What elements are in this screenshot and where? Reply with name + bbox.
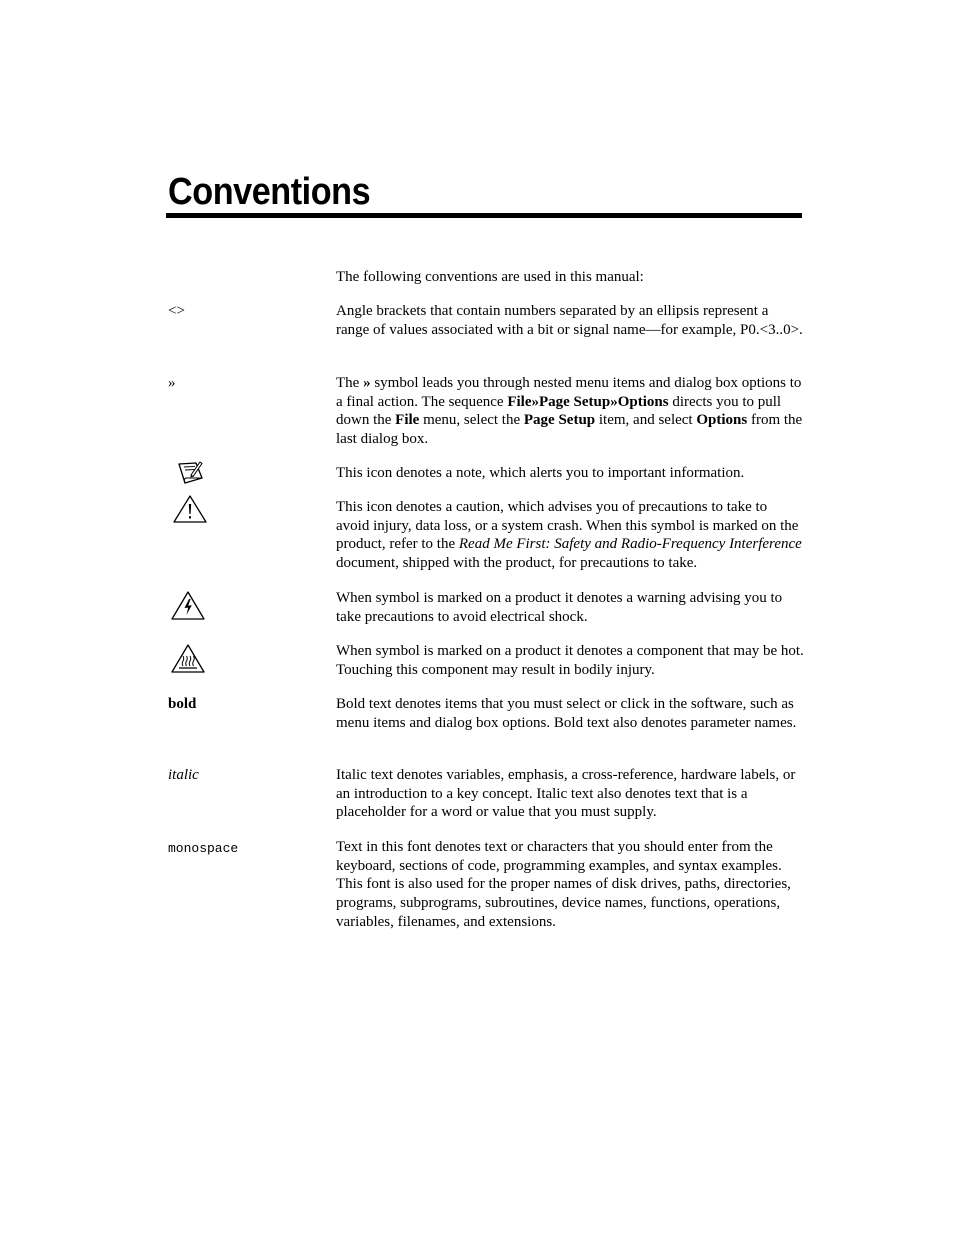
term-bold: bold xyxy=(168,696,197,712)
desc-italic: Italic text denotes variables, emphasis, a cross-reference, hardware labels, or an introduction to a key concept. Italic text also denotes text that is a placeholder for a word or value that you must supply. xyxy=(336,767,796,821)
desc-note: This icon denotes a note, which alerts you to important information. xyxy=(336,465,745,481)
desc-caution: This icon denotes a caution, which advises you of precautions to take to avoid injury, data loss, or a system crash. When this symbol is marked on the product, refer to the Read Me First: Safety and Radio-Frequency Interference document, shipped with the product, for precautions to take. xyxy=(336,499,802,572)
menu-symbol-bold: » xyxy=(363,375,371,391)
intro-text: The following conventions are used in this manual: xyxy=(336,269,644,285)
menu-file: File xyxy=(395,412,420,429)
term-italic: italic xyxy=(168,767,199,783)
desc-hot-surface: When symbol is marked on a product it denotes a component that may be hot. Touching this component may result in bodily injury. xyxy=(336,643,804,678)
menu-page-setup: Page Setup xyxy=(523,412,596,429)
desc-bold: Bold text denotes items that you must select or click in the software, such as menu items and dialog box options. Bold text also denotes parameter names. xyxy=(336,696,797,731)
menu-sequence: File»Page Setup»Options xyxy=(507,393,669,410)
title-rule xyxy=(166,213,802,218)
page-title: Conventions xyxy=(168,171,371,213)
hot-surface-icon xyxy=(170,642,330,674)
desc-monospace: Text in this font denotes text or characters that you should enter from the keyboard, sections of code, programming examples, and syntax examples. This font is also used for the proper names of disk drives, paths, directories, programs, subprograms, subroutines, device names, functions, operations, variables, filenames, and extensions. xyxy=(336,839,791,930)
desc-menu-symbol: The » symbol leads you through nested menu items and dialog box options to a final action. The sequence File»Page Setup»Options directs you to pull down the File menu, select the Page Setup item, and select Options from the last dialog box. xyxy=(336,375,803,448)
note-icon xyxy=(176,459,336,487)
term-monospace: monospace xyxy=(168,841,239,856)
menu-options: Options xyxy=(696,412,748,429)
caution-icon xyxy=(172,494,332,524)
desc-angle-brackets: Angle brackets that contain numbers separated by an ellipsis represent a range of values associated with a bit or signal name—for example, P0.<3..0>. xyxy=(336,303,803,338)
term-menu-symbol: » xyxy=(168,375,176,391)
electric-shock-icon xyxy=(170,589,330,621)
caution-reference: Read Me First: Safety and Radio-Frequency Interference xyxy=(458,536,802,553)
desc-electric-shock: When symbol is marked on a product it denotes a warning advising you to take precautions to avoid electrical shock. xyxy=(336,590,783,625)
term-angle-brackets: <> xyxy=(168,303,185,319)
